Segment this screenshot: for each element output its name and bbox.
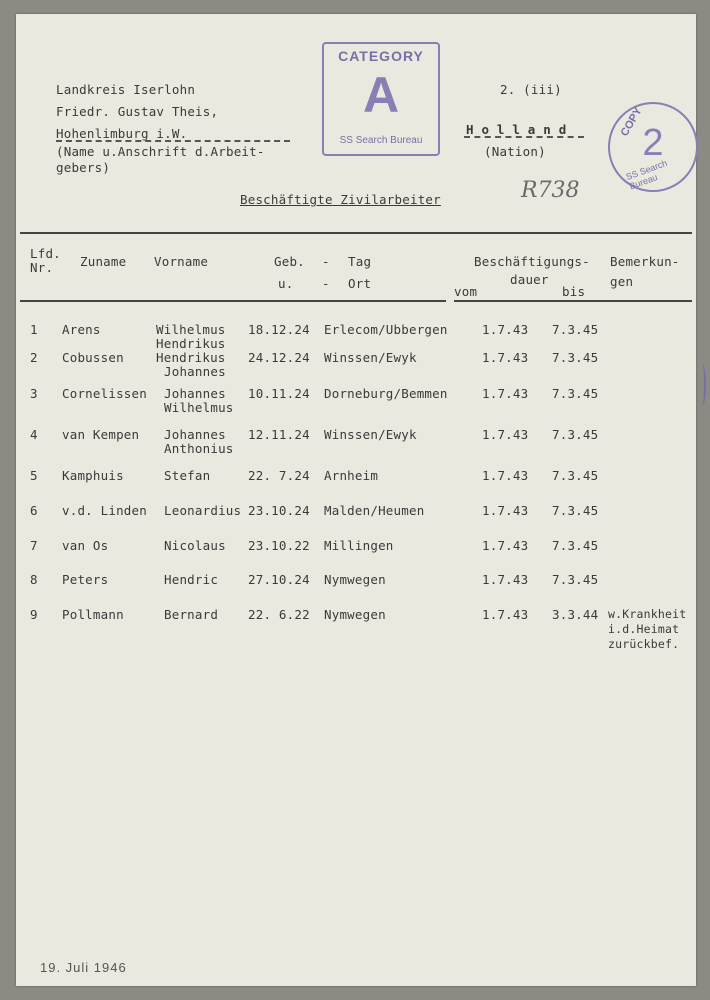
row-ort: Dorneburg/Bemmen [324, 386, 448, 401]
row-vorname-2: Johannes [164, 364, 226, 379]
row-nr: 6 [30, 503, 38, 518]
row-vorname: Johannes [164, 386, 226, 401]
col-vom: vom [454, 284, 478, 299]
row-nr: 7 [30, 538, 38, 553]
row-ort: Nymwegen [324, 607, 386, 622]
col-bemerkungen: Bemerkun- [610, 254, 680, 269]
row-zuname: Cobussen [62, 350, 124, 365]
row-vom: 1.7.43 [482, 503, 529, 518]
col-tag: Tag [348, 254, 372, 269]
row-bis: 3.3.44 [552, 607, 599, 622]
row-bis: 7.3.45 [552, 538, 599, 553]
col-geb-u: u. [278, 276, 294, 291]
row-zuname: Peters [62, 572, 109, 587]
row-vorname: Hendric [164, 572, 219, 587]
col-geb: Geb. [274, 254, 305, 269]
row-zuname: v.d. Linden [62, 503, 147, 518]
row-bemerkung-2: i.d.Heimat [608, 622, 680, 636]
employer-name: Friedr. Gustav Theis, [56, 104, 219, 119]
document-page [16, 14, 696, 986]
row-geb: 10.11.24 [248, 386, 310, 401]
row-zuname: Kamphuis [62, 468, 124, 483]
row-bis: 7.3.45 [552, 468, 599, 483]
row-zuname: Arens [62, 322, 101, 337]
row-vom: 1.7.43 [482, 350, 529, 365]
employer-district: Landkreis Iserlohn [56, 82, 196, 97]
nation-underline [464, 136, 584, 138]
row-geb: 24.12.24 [248, 350, 310, 365]
table-header-rule-right [454, 300, 692, 302]
nation-label: (Nation) [484, 144, 546, 159]
page-title: Beschäftigte Zivilarbeiter [240, 192, 441, 207]
row-vorname: Johannes [164, 427, 226, 442]
row-vom: 1.7.43 [482, 427, 529, 442]
row-nr: 4 [30, 427, 38, 442]
table-header-rule-left [20, 300, 446, 302]
row-vom: 1.7.43 [482, 468, 529, 483]
row-bis: 7.3.45 [552, 503, 599, 518]
copy-stamp-number: 2 [642, 122, 664, 164]
handwritten-reference: R738 [521, 178, 580, 203]
row-nr: 5 [30, 468, 38, 483]
row-ort: Erlecom/Ubbergen [324, 322, 448, 337]
col-dauer: dauer [510, 272, 549, 287]
copy-stamp [608, 102, 698, 192]
col-dash-1: - [322, 254, 330, 269]
margin-bracket-mark [698, 364, 706, 406]
row-zuname: van Os [62, 538, 109, 553]
employer-place: Hohenlimburg i.W. [56, 126, 188, 141]
row-vom: 1.7.43 [482, 607, 529, 622]
row-geb: 12.11.24 [248, 427, 310, 442]
row-vom: 1.7.43 [482, 322, 529, 337]
row-bis: 7.3.45 [552, 572, 599, 587]
category-stamp-letter: A [362, 67, 400, 123]
copy-stamp-label: COPY [618, 105, 645, 139]
row-vorname: Leonardius [164, 503, 242, 518]
copy-stamp-sub: SS Search Bureau [624, 157, 669, 192]
row-vom: 1.7.43 [482, 572, 529, 587]
row-geb: 23.10.22 [248, 538, 310, 553]
col-bemerkungen-2: gen [610, 274, 634, 289]
col-dash-2: - [322, 276, 330, 291]
row-geb: 22. 7.24 [248, 468, 310, 483]
row-nr: 1 [30, 322, 38, 337]
col-ort: Ort [348, 276, 372, 291]
row-nr: 9 [30, 607, 38, 622]
row-ort: Arnheim [324, 468, 379, 483]
row-nr: 2 [30, 350, 38, 365]
row-bemerkung-1: w.Krankheit [608, 607, 687, 621]
category-stamp [322, 42, 440, 156]
row-bis: 7.3.45 [552, 427, 599, 442]
row-geb: 18.12.24 [248, 322, 310, 337]
category-stamp-sub: SS Search Bureau [339, 135, 423, 146]
row-vom: 1.7.43 [482, 386, 529, 401]
row-vorname-2: Anthonius [164, 441, 234, 456]
row-vorname: Hendrikus [156, 350, 226, 365]
row-vorname-2: Wilhelmus [164, 400, 234, 415]
row-geb: 27.10.24 [248, 572, 310, 587]
row-bemerkung-3: zurückbef. [608, 637, 680, 651]
row-nr: 8 [30, 572, 38, 587]
col-beschaeftigung: Beschäftigungs- [474, 254, 590, 269]
col-vorname: Vorname [154, 254, 209, 269]
row-ort: Nymwegen [324, 572, 386, 587]
footer-date-stamp: 19. Juli 1946 [40, 960, 127, 975]
row-vorname-2: Hendrikus [156, 336, 226, 351]
reference-number: 2. (iii) [500, 82, 562, 97]
row-bis: 7.3.45 [552, 386, 599, 401]
row-vorname: Nicolaus [164, 538, 226, 553]
row-vorname: Stefan [164, 468, 211, 483]
row-geb: 23.10.24 [248, 503, 310, 518]
row-geb: 22. 6.22 [248, 607, 310, 622]
row-bis: 7.3.45 [552, 322, 599, 337]
col-lfd: Lfd. [30, 246, 61, 261]
nation-value: H o l l a n d [466, 122, 567, 137]
category-stamp-label: CATEGORY [338, 48, 424, 64]
col-zuname: Zuname [80, 254, 127, 269]
row-vorname: Bernard [164, 607, 219, 622]
table-top-rule [20, 232, 692, 234]
row-zuname: van Kempen [62, 427, 140, 442]
employer-underline [56, 140, 290, 142]
row-nr: 3 [30, 386, 38, 401]
row-bis: 7.3.45 [552, 350, 599, 365]
row-zuname: Cornelissen [62, 386, 147, 401]
row-ort: Millingen [324, 538, 394, 553]
col-nr: Nr. [30, 260, 54, 275]
row-vorname: Wilhelmus [156, 322, 226, 337]
col-bis: bis [562, 284, 586, 299]
employer-caption-1: (Name u.Anschrift d.Arbeit- [56, 144, 265, 159]
employer-caption-2: gebers) [56, 160, 111, 175]
row-ort: Winssen/Ewyk [324, 427, 417, 442]
row-ort: Malden/Heumen [324, 503, 425, 518]
row-zuname: Pollmann [62, 607, 124, 622]
row-vom: 1.7.43 [482, 538, 529, 553]
row-ort: Winssen/Ewyk [324, 350, 417, 365]
